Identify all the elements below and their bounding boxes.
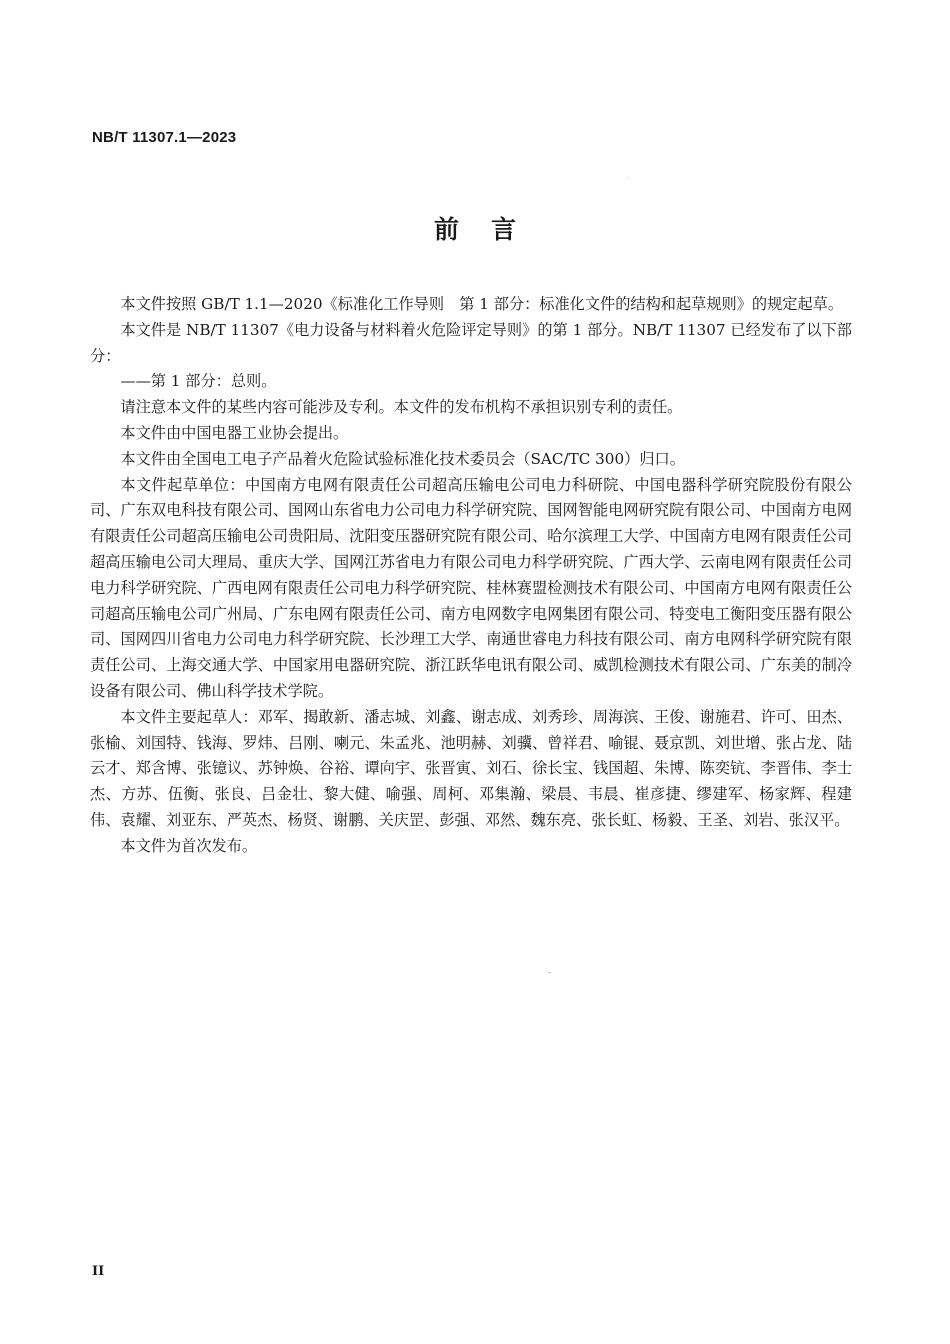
page-number: II xyxy=(92,1264,105,1279)
paragraph-proposer: 本文件由中国电器工业协会提出。 xyxy=(120,423,349,442)
paragraph-drafting-units: 本文件起草单位：中国南方电网有限责任公司超高压输电公司电力科研院、中国电器科学研究院股份有限公司、广东双电科技有限公司、国网山东省电力公司电力科学研究院、国网智能电网研究院有限公司、中国南方电网有限责任公司超高压输电公司贵阳局、沈阳变压器研究院有限公司、哈尔滨理工大学、中国南方电网有限责任公司超高压输电公司大理局、重庆大学、国网江苏省电力有限公司电力科学研究院、广西大学、云南电网有限责任公司电力科学研究院、广西电网有限责任公司电力科学研究院、桂林赛盟检测技术有限公司、中国南方电网有限责任公司超高压输电公司广州局、广东电网有限责任公司、南方电网数字电网集团有限公司、特变电工衡阳变压器有限公司、国网四川省电力公司电力科学研究院、长沙理工大学、南通世睿电力科技有限公司、南方电网科学研究院有限责任公司、上海交通大学、中国家用电器研究院、浙江跃华电讯有限公司、威凯检测技术有限公司、广东美的制冷设备有限公司、佛山科学技术学院。 xyxy=(90,475,852,700)
paragraph-patent-notice: 请注意本文件的某些内容可能涉及专利。本文件的发布机构不承担识别专利的责任。 xyxy=(120,398,683,417)
scan-speck xyxy=(628,178,629,179)
standard-number: NB/T 11307.1—2023 xyxy=(92,129,237,146)
scan-speck xyxy=(548,972,551,973)
paragraph-committee: 本文件由全国电工电子产品着火危险试验标准化技术委员会（SAC/TC 300）归口。 xyxy=(120,449,685,468)
paragraph-drafting-rules: 本文件按照 GB/T 1.1—2020《标准化工作导则 第 1 部分：标准化文件的结构和起草规则》的规定起草。 xyxy=(120,295,844,313)
page-title: 前言 xyxy=(433,215,548,244)
paragraph-series-info: 本文件是 NB/T 11307《电力设备与材料着火危险评定导则》的第 1 部分。NB/T 11307 已经发布了以下部分： xyxy=(90,320,852,365)
foreword-body xyxy=(90,292,852,860)
paragraph-drafters: 本文件主要起草人：邓军、揭敢新、潘志城、刘鑫、谢志成、刘秀珍、周海滨、王俊、谢施君、许可、田杰、张榆、刘国特、钱海、罗炜、吕刚、喇元、朱孟兆、池明赫、刘骥、曾祥君、喻锟、聂京凯、刘世增、张占龙、陆云才、郑含博、张镱议、苏钟焕、谷裕、谭向宇、张晋寅、刘石、徐长宝、钱国超、朱博、陈奕钪、李晋伟、李士杰、方苏、伍衡、张良、吕金壮、黎大健、喻强、周柯、邓集瀚、梁晨、韦晨、崔彦捷、缪建军、杨家辉、程建伟、袁耀、刘亚东、严英杰、杨贤、谢鹏、关庆罡、彭强、邓然、魏东亮、张长虹、杨毅、王圣、刘岩、张汉平。 xyxy=(90,707,852,829)
paragraph-part-list: ——第 1 部分：总则。 xyxy=(120,372,277,391)
paragraph-first-release: 本文件为首次发布。 xyxy=(120,836,258,855)
